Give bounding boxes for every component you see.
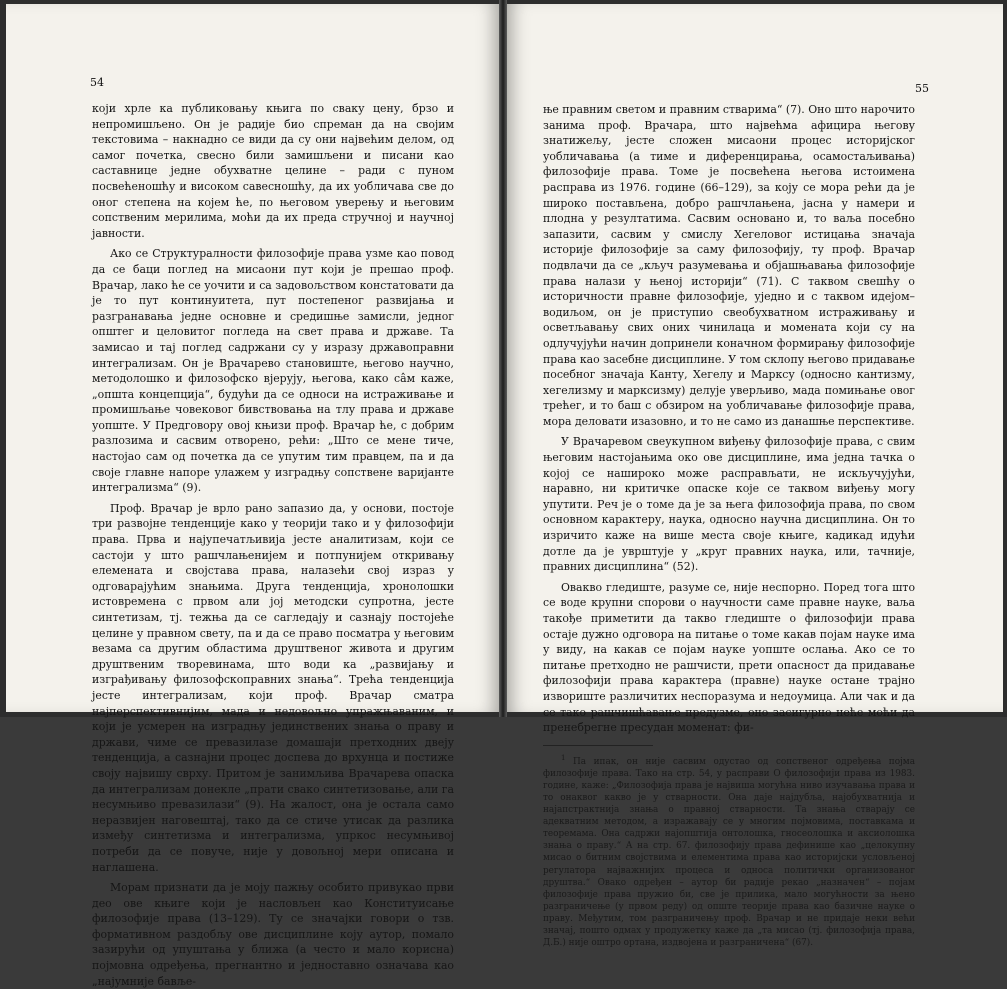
right-page-text xyxy=(543,102,915,949)
footnote-number: 1 xyxy=(561,753,566,762)
book-gutter xyxy=(499,0,507,717)
page-number-right: 55 xyxy=(915,82,929,95)
paragraph: Морам признати да је моју пажњу особито привукао први део ове књиге који је насловљен као Конституисање филозофије права (13–129). Ту се значајки говори о тзв. формативном раздобљу ове дисциплине коју аутор, помало зазирући од упуштања у ближа (а често и мало корисна) појмовна одређења, прегнантно и једноставно означава као „најумније бавље- xyxy=(92,881,454,988)
paragraph: ње правним светом и правним стварима“ (7). Оно што нарочито занима проф. Врачара, што највећма афицира његову знатижељу, јесте сложен мисаони процес историјског уобличавања (а тиме и диференцирања, осамостаљивања) филозофије права. Томе је посвећена његова истоимена расправа из 1976. године (66–129), за коју се мора рећи да је широко постављена, добро рашчлањена, јасна у намери и плодна у резултатима. Сасвим основано и, то ваља посебно запазити, сасвим у смислу Хегеловог истицања значаја историје филозофије за саму филозофију, ту проф. Врачар подвлачи да се „кључ разумевања и објашњавања филозофије права налази у њеној историји“ (71). С таквом свешћу о историчности правне филозофије, уједно и с таквом идејом–водиљом, он је приступио свеобухватном истраживању и осветљавању свих оних чинилаца и момената који су на одлучујући начин допринели коначном формирању филозофије права као засебне дисциплине. У том склопу његово придавање посебног значаја Канту, Хегелу и Марксу (односно кантизму, хегелизму и марксизму) делује уверљиво, мада помињање овог трећег, и то баш с обзиром на уобличавање филозофије права, мора деловати изазовно, и то не само из данашње перспективе. xyxy=(543,103,915,428)
right-page xyxy=(507,4,1003,949)
paragraph: Проф. Врачар је врло рано запазио да, у основи, постоје три развојне тенденције како у теорији тако и у филозофији права. Прва и најупечатљивија јесте аналитизам, који се састоји у што рашчлањенијем и потпунијем откривању елемената и својстава права, налазећи свој израз у одговарајућим знањима. Друга тенденција, хронолошки истовремена с првом али јој методски супротна, јесте синтетизам, тј. тежња да се сагледају и сазнају постојеће целине у правном свету, па и да се право посматра у његовим везама са другим областима друштвеног живота и другим друштвеним творевинама, што води ка „развијању и изграђивању филозофскоправних знања“. Трећа тенденција јесте интегрализам, који проф. Врачар сматра најперспективнијим, мада и недовољно упражњаваним, и који је усмерен на изградњу јединствених знања о праву и држави, чиме се превазилазе домашаји претходних двеју тенденција, а сазнајни процес доспева до врхунца и постиже своју највишу сврху. Притом је занимљива Врачарева опаска да интегрализам донекле „прати свако синтетизовање, али га несумњиво превазилази“ (9). На жалост, она је остала само неразвијен наговештај, тако да се стиче утисак да разлика између синтетизма и интегрализма, упркос несумњивој потреби да се повуче, није у довољној мери описана и наглашена. xyxy=(92,501,454,874)
left-page-text xyxy=(92,101,454,989)
paragraph: који хрле ка публиковању књига по сваку цену, брзо и непромишљено. Он је радије био спреман да на својим текстовима – накнадно се види да су они највећим делом, од самог почетка, свесно били замишљени и писани као саставнице једне обухватне целине – ради с пуном посвећеношћу и високом савесношћу, да их уобличава све до оног степена на којем ће, по његовом уверењу и његовим сопственим мерилима, моћи да их преда стручној и научној јавности. xyxy=(92,102,454,240)
page-number-left: 54 xyxy=(90,76,104,89)
paragraph: Ако се Структуралности филозофије права узме као повод да се баци поглед на мисаони пут који је прешао проф. Врачар, лако ће се уочити и са задовољством констатовати да је то пут континуитета, пут постепеног развијања и разгранавања једне основне и средишње замисли, једног општег и целовитог погледа на свет права и државе. Та замисао и тај поглед садржани су у изразу државоправни интегрализам. Он је Врачарево становиште, његово научно, методолошко и филозофско вјерују, његова, како сâм каже, „општа концепција“, будући да се односи на истраживање и промишљање човековог бивствовања на тлу права и државе уопште. У Предговору овој књизи проф. Врачар ће, с добрим разлозима и сасвим отворено, рећи: „Што се мене тиче, настојао сам од почетка да се упутим тим правцем, па и да своје главне напоре улажем у изградњу сопствене варијанте интегрализма“ (9). xyxy=(92,247,454,495)
left-page xyxy=(6,4,499,988)
footnote xyxy=(543,752,915,949)
footnote-divider xyxy=(543,745,653,746)
footnote-text: Па ипак, он није сасвим одустао од сопственог одређења појма филозофије права. Тако на стр. 54, у расправи О филозофији права из 1983. године, каже: „Филозофија права је највиша могућна ниво изучавања права и то онаквог какво је у стварности. Она даје најдубља, најобухватнија и најапстрактнија знања о правној стварности. Та знања стварају се адекватним методом, а изражавају се у многим појмовима, поставкама и теоремама. Она садржи најопштија онтолошка, гносеолошка и аксиолошка знања о праву.“ А на стр. 67. филозофију права дефинише као „целокупну мисао о битним својствима и елементима права као историјски условљеној регулатора најважнијих процеса и односа политички организованог друштва.“ Овако одређен – аутор би радије рекао „назначен“ – појам филозофије права пружио би, све је прилика, мало могућности за њено разграничење (у првом реду) од опште теорије права као базичне науке о праву. Међутим, том разграничењу проф. Врачар и не придаје неки већи значај, пошто одмах у продужетку каже да „та мисао (тј. филозофија права, Д.Б.) није оштро ортана, издвојена и разграничена“ (67). xyxy=(543,756,915,949)
paragraph: Овакво гледиште, разуме се, није неспорно. Поред тога што се воде крупни спорови о научности саме правне науке, ваља такође приметити да такво гледиште о филозофији права остаје дужно одговора на питање о томе какав појам науке има у виду, на какав се појам науке уопште ослања. Ако се то питање претходно не рашчисти, прети опасност да придавање филозофији права карактера (правне) науке остане трајно извориште различитих неспоразума и недоумица. Али чак и да се тако рашчишћавање предузме, оно засигурно неће моћи да пренебрегне пресудан моменат: фи- xyxy=(543,580,915,735)
paragraph: У Врачаревом свеукупном виђењу филозофије права, с свим његовим настојањима око ове дисциплине, има једна тачка о којој се нашироко може расправљати, не искључујући, наравно, ни критичке опаске које се таквом виђењу могу упутити. Реч је о томе да је за њега филозофија права, по свом основном карактеру, наука, односно научна дисциплина. Он то изричито каже на више места своје књиге, кадикад идући дотле да је уврштује у „круг правних наука, или, тачније, правних дисциплина“ (52). xyxy=(543,435,915,574)
